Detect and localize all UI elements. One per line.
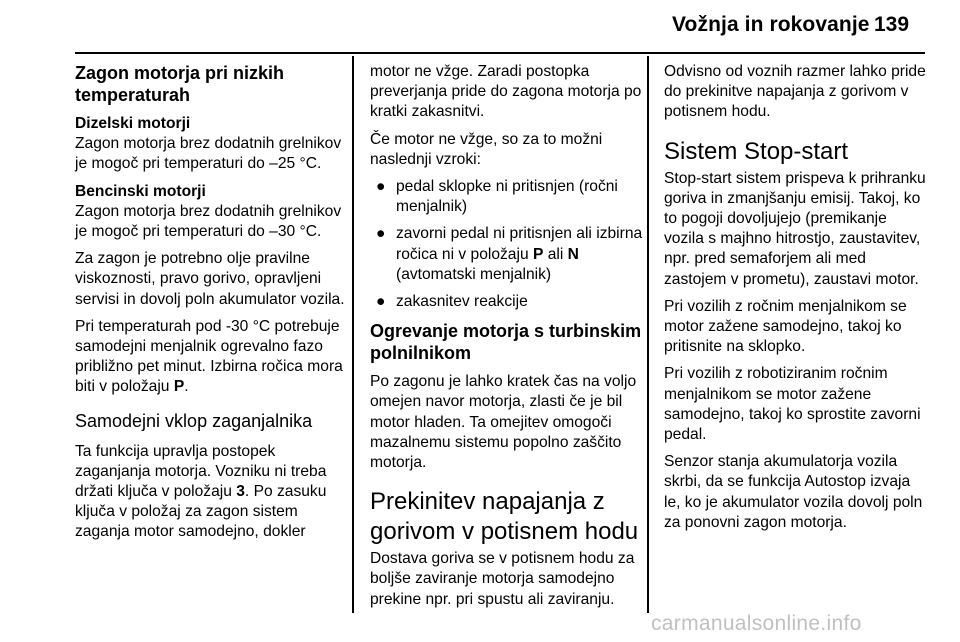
paragraph-fuel-cut: Dostava goriva se v potisnem hodu za boljše zaviranje motorja samodejno prekine npr. pri spustu ali zaviranju. <box>370 550 635 608</box>
column-1 <box>75 62 348 550</box>
list-item: ● pedal sklopke ni pritisnjen (ročni menjalnik) <box>376 178 618 216</box>
heading-stop-start: Sistem Stop-start <box>664 137 849 165</box>
heading-cold-start: Zagon motorja pri nizkih temperaturah <box>75 63 285 105</box>
paragraph-diesel: Zagon motorja brez dodatnih grelnikov je mogoč pri temperaturi do –25 °C. <box>75 135 342 173</box>
heading-turbo: Ogrevanje motorja s turbinskim polnilnikom <box>370 321 642 364</box>
column-3 <box>664 62 930 540</box>
watermark: carmanualsonline.info <box>651 612 862 635</box>
paragraph-fuel-cut-continued: Odvisno od voznih razmer lahko pride do prekinitve napajanja z gorivom v potisnem hodu. <box>664 63 926 121</box>
page-number: 139 <box>874 13 910 36</box>
heading-fuel-cut: Prekinitev napajanja z gorivom v potisnem hodu <box>370 488 639 546</box>
column-divider-1 <box>352 56 354 613</box>
paragraph-stop-start-2: Pri vozilih z ročnim menjalnikom se motor zažene samodejno, takoj ko pritisnite na sklopko. <box>664 297 907 356</box>
bullet-icon: ● <box>376 293 386 311</box>
header-rule <box>75 52 925 54</box>
paragraph-automatic: Pri temperaturah pod -30 °C potrebuje samodejni menjalnik ogrevalno fazo približno pet minut. Izbirna ročica mora biti v položaju P. <box>75 317 343 396</box>
heading-auto-crank: Samodejni vklop zaganjalnika <box>75 410 313 431</box>
column-2 <box>370 62 643 617</box>
paragraph-petrol: Zagon motorja brez dodatnih grelnikov je mogoč pri temperaturi do –30 °C. <box>75 202 342 241</box>
list-item: ● zavorni pedal ni pritisnjen ali izbirna ročica ni v položaju P ali N (avtomatski menjalnik) <box>376 225 643 283</box>
paragraph-crank: Ta funkcija upravlja postopek zaganjanja motorja. Vozniku ni treba držati ključa v položaju 3. Po zasuku ključa v položaj za zagon sistem zaganja motor samodejno, dokler <box>75 442 327 541</box>
position-3: 3 <box>236 483 245 501</box>
column-divider-2 <box>647 56 649 613</box>
paragraph-oil: Za zagon je potrebno olje pravilne viskoznosti, pravo gorivo, opravljeni servisi in dovolj poln akumulator vozila. <box>75 250 345 308</box>
paragraph-turbo: Po zagonu je lahko kratek čas na voljo omejen navor motorja, zlasti če je bil motor hladen. Ta omejitev omogoči mazalnemu sistemu popolno zaščito motorja. <box>370 373 637 472</box>
bullet-icon: ● <box>376 178 386 196</box>
paragraph-continued: motor ne vžge. Zaradi postopka preverjanja pride do zagona motorja po kratki zakasnitvi. <box>370 63 642 121</box>
causes-list <box>370 177 643 312</box>
list-item: ● zakasnitev reakcije <box>370 292 643 312</box>
paragraph-stop-start-3: Pri vozilih z robotiziranim ročnim menjalnikom se motor zažene samodejno, takoj ko sprostite zavorni pedal. <box>664 365 921 444</box>
chapter-title: Vožnja in rokovanje <box>672 13 870 36</box>
paragraph-failure: Če motor ne vžge, so za to možni naslednji vzroki: <box>370 130 603 168</box>
bullet-icon: ● <box>376 225 386 243</box>
position-p: P <box>173 378 185 396</box>
subheading-diesel: Dizelski motorji <box>75 115 191 132</box>
paragraph-stop-start-1: Stop-start sistem prispeva k prihranku goriva in zmanjšanju emisij. Takoj, ko to pogoji dovoljujejo (premikanje vozila s majhno hitrostjo, zaustavitev, npr. pred semaforjem ali med zastojem v prometu), zaustavi motor. <box>664 169 926 288</box>
paragraph-stop-start-4: Senzor stanja akumulatorja vozila skrbi, da se funkcija Autostop izvaja le, ko je akumulator vozila dovolj poln za ponovni zagon motorja. <box>664 453 923 531</box>
subheading-petrol: Bencinski motorji <box>75 182 206 200</box>
